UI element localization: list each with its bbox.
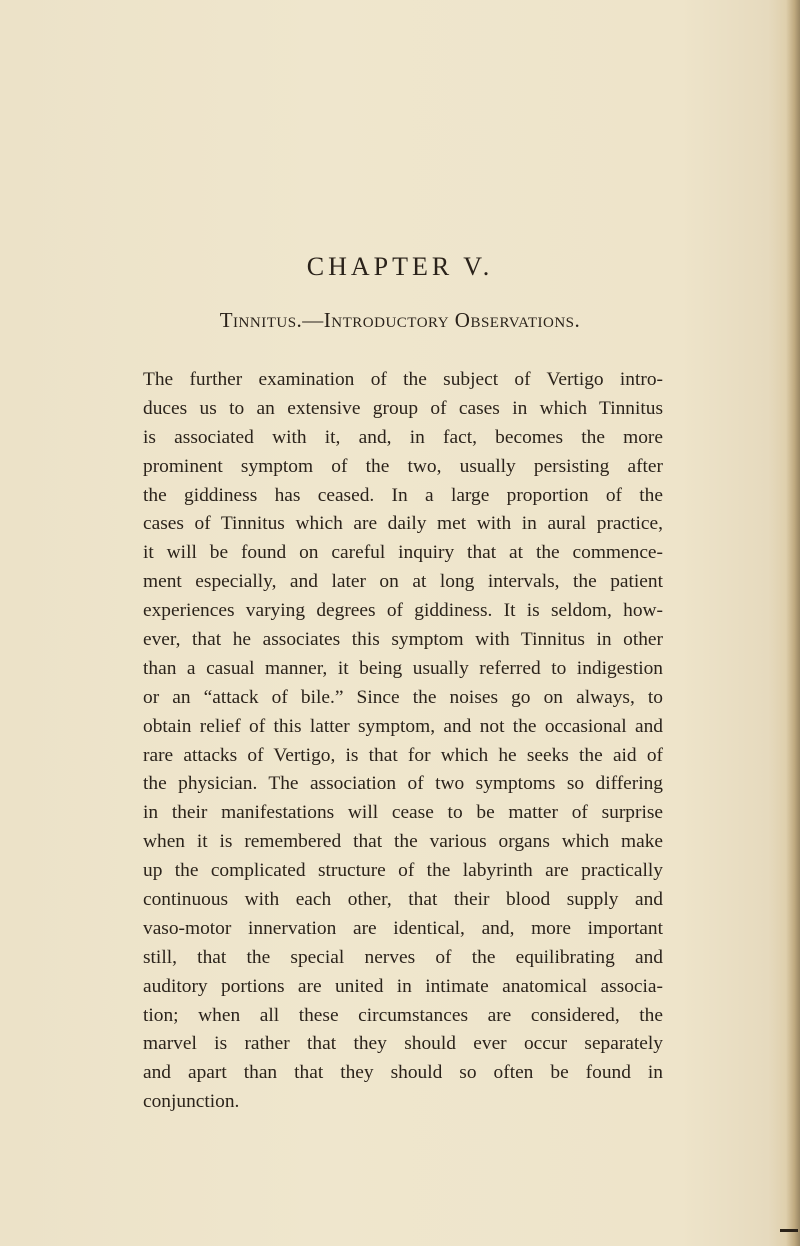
text-line: than a casual manner, it being usually referred to indigestion (143, 657, 663, 679)
text-line: the physician. The association of two symptoms so differing (143, 773, 663, 795)
text-line: the giddiness has ceased. In a large proportion of the (143, 484, 663, 506)
text-line: duces us to an extensive group of cases in which Tinnitus (143, 397, 663, 419)
text-line: and apart than that they should so often be found in (143, 1062, 663, 1084)
text-line: marvel is rather that they should ever occur separately (143, 1033, 663, 1055)
text-line: tion; when all these circumstances are considered, the (143, 1004, 663, 1026)
text-line: conjunction. (143, 1091, 240, 1113)
text-line: cases of Tinnitus which are daily met with in aural practice, (143, 513, 663, 535)
body-paragraph (143, 366, 663, 1117)
chapter-heading: CHAPTER V. (306, 252, 494, 281)
corner-mark (780, 1229, 798, 1232)
text-line: or an “attack of bile.” Since the noises go on always, to (143, 686, 663, 708)
text-line: when it is remembered that the various organs which make (143, 831, 663, 853)
section-heading: Tinnitus.—Introductory Observations. (219, 308, 581, 332)
text-line: continuous with each other, that their blood supply and (143, 889, 663, 911)
text-line: obtain relief of this latter symptom, and not the occasional and (143, 715, 663, 737)
text-line: rare attacks of Vertigo, is that for which he seeks the aid of (143, 744, 663, 766)
text-line: ment especially, and later on at long intervals, the patient (143, 571, 663, 593)
text-line: The further examination of the subject of Vertigo intro- (143, 369, 663, 390)
text-line: up the complicated structure of the labyrinth are practically (143, 860, 663, 882)
page-edge-shadow (786, 0, 800, 1246)
text-line: it will be found on careful inquiry that at the commence- (143, 542, 663, 564)
text-line: is associated with it, and, in fact, becomes the more (143, 426, 663, 448)
text-line: auditory portions are united in intimate anatomical associa- (143, 975, 663, 997)
text-line: prominent symptom of the two, usually persisting after (143, 455, 663, 477)
text-line: in their manifestations will cease to be matter of surprise (143, 802, 663, 824)
text-line: experiences varying degrees of giddiness. It is seldom, how- (143, 600, 663, 622)
text-line: vaso-motor innervation are identical, and, more important (143, 917, 663, 939)
text-line: still, that the special nerves of the equilibrating and (143, 946, 663, 968)
text-line: ever, that he associates this symptom with Tinnitus in other (143, 629, 663, 651)
